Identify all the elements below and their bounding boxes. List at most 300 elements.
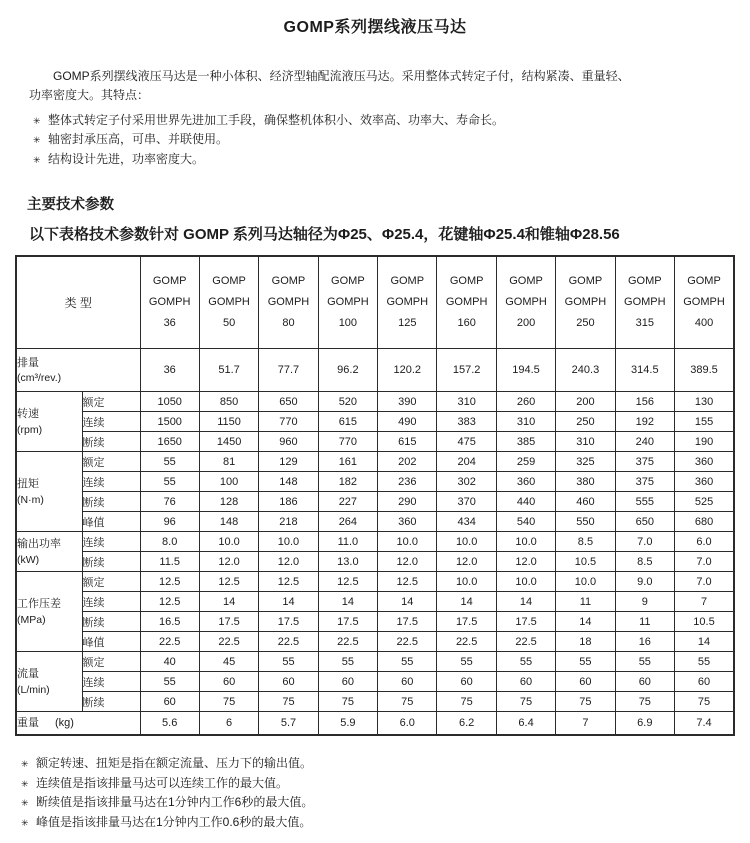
group-unit: (N·m) (17, 493, 44, 506)
value-cell: 12.5 (378, 572, 437, 592)
value-cell: 12.0 (378, 552, 437, 572)
value-cell: 14 (437, 592, 496, 612)
model-series-label: GOMPH (624, 296, 666, 308)
value-cell: 310 (496, 412, 555, 432)
value-cell: 14 (675, 632, 734, 652)
value-cell: 155 (675, 412, 734, 432)
value-cell: 383 (437, 412, 496, 432)
table-row (16, 572, 734, 592)
value-cell: 55 (496, 652, 555, 672)
model-series-label: GOMPH (505, 296, 547, 308)
value-cell: 81 (199, 452, 258, 472)
value-cell: 22.5 (140, 632, 199, 652)
value-cell: 14 (318, 592, 377, 612)
value-cell: 60 (675, 672, 734, 692)
row-group-label (16, 349, 140, 392)
model-series-label: GOMPH (683, 296, 725, 308)
value-cell: 360 (675, 452, 734, 472)
value-cell: 310 (556, 432, 615, 452)
group-name: 扭矩 (17, 478, 39, 491)
value-cell: 520 (318, 392, 377, 412)
table-row (16, 692, 734, 712)
value-cell: 16.5 (140, 612, 199, 632)
value-cell: 260 (496, 392, 555, 412)
value-cell: 75 (437, 692, 496, 712)
value-cell: 75 (378, 692, 437, 712)
model-number-label: 100 (338, 317, 358, 329)
value-cell: 375 (615, 452, 674, 472)
value-cell: 11 (556, 592, 615, 612)
value-cell: 96.2 (318, 349, 377, 392)
value-cell: 236 (378, 472, 437, 492)
table-row (16, 532, 734, 552)
value-cell: 9.0 (615, 572, 674, 592)
model-series-label: GOMPH (267, 296, 310, 308)
value-cell: 475 (437, 432, 496, 452)
value-cell: 60 (378, 672, 437, 692)
value-cell: 12.0 (259, 552, 318, 572)
value-cell: 14 (199, 592, 258, 612)
value-cell: 290 (378, 492, 437, 512)
value-cell: 182 (318, 472, 377, 492)
value-cell: 60 (615, 672, 674, 692)
value-cell: 10.5 (556, 552, 615, 572)
model-header-cell (615, 256, 674, 349)
value-cell: 10.0 (437, 572, 496, 592)
footnote-item (21, 754, 735, 774)
row-group-label (16, 532, 82, 572)
value-cell: 55 (556, 652, 615, 672)
row-sub-label: 额定 (82, 452, 140, 472)
table-row (16, 349, 734, 392)
model-header-cell (259, 256, 318, 349)
model-series-label: GOMP (509, 275, 543, 287)
value-cell: 14 (259, 592, 318, 612)
value-cell: 75 (615, 692, 674, 712)
value-cell: 75 (199, 692, 258, 712)
model-series-label: GOMPH (208, 296, 250, 308)
model-number-label: 315 (635, 317, 654, 329)
value-cell: 14 (556, 612, 615, 632)
asterisk-bullet-icon: ✳ (21, 778, 29, 789)
table-row (16, 612, 734, 632)
table-row (16, 472, 734, 492)
value-cell: 770 (259, 412, 318, 432)
value-cell: 10.0 (378, 532, 437, 552)
model-header-cell (199, 256, 258, 349)
row-sub-label: 额定 (82, 392, 140, 412)
asterisk-bullet-icon: ✳ (33, 116, 41, 127)
value-cell: 8.5 (615, 552, 674, 572)
value-cell: 75 (675, 692, 734, 712)
value-cell: 120.2 (378, 349, 437, 392)
value-cell: 380 (556, 472, 615, 492)
value-cell: 51.7 (199, 349, 258, 392)
value-cell: 60 (318, 672, 377, 692)
table-row (16, 412, 734, 432)
value-cell: 6.0 (378, 712, 437, 735)
value-cell: 17.5 (437, 612, 496, 632)
spec-table (15, 255, 735, 736)
footnote-list (15, 754, 735, 833)
value-cell: 60 (199, 672, 258, 692)
value-cell: 9 (615, 592, 674, 612)
feature-list (15, 111, 735, 169)
row-group-label (16, 652, 82, 712)
value-cell: 55 (675, 652, 734, 672)
feature-item-text: 结构设计先进，功率密度大。 (48, 151, 205, 166)
model-series-label: GOMP (271, 275, 306, 287)
footnote-item (21, 813, 735, 833)
value-cell: 130 (675, 392, 734, 412)
row-sub-label: 断续 (82, 692, 140, 712)
value-cell: 157.2 (437, 349, 496, 392)
value-cell: 360 (496, 472, 555, 492)
value-cell: 40 (140, 652, 199, 672)
value-cell: 5.7 (259, 712, 318, 735)
value-cell: 100 (199, 472, 258, 492)
model-number-label: 50 (222, 317, 236, 329)
asterisk-bullet-icon: ✳ (33, 154, 41, 165)
value-cell: 10.5 (675, 612, 734, 632)
value-cell: 12.0 (496, 552, 555, 572)
table-row (16, 492, 734, 512)
group-name: 输出功率 (17, 538, 61, 551)
value-cell: 129 (259, 452, 318, 472)
value-cell: 310 (437, 392, 496, 412)
value-cell: 10.0 (496, 572, 555, 592)
value-cell: 22.5 (318, 632, 377, 652)
model-number-label: 200 (516, 317, 536, 329)
model-series-label: GOMPH (445, 296, 488, 308)
model-series-label: GOMPH (327, 296, 369, 308)
table-row (16, 552, 734, 572)
value-cell: 17.5 (318, 612, 377, 632)
asterisk-bullet-icon: ✳ (33, 135, 41, 146)
value-cell: 11.0 (318, 532, 377, 552)
feature-item-text: 整体式转定子付采用世界先进加工手段，确保整机体积小、效率高、功率大、寿命长。 (48, 113, 505, 128)
value-cell: 60 (259, 672, 318, 692)
value-cell: 60 (437, 672, 496, 692)
value-cell: 10.0 (496, 532, 555, 552)
value-cell: 302 (437, 472, 496, 492)
value-cell: 6.9 (615, 712, 674, 735)
value-cell: 5.9 (318, 712, 377, 735)
value-cell: 14 (378, 592, 437, 612)
value-cell: 55 (140, 672, 199, 692)
value-cell: 240 (615, 432, 674, 452)
value-cell: 490 (378, 412, 437, 432)
value-cell: 360 (378, 512, 437, 532)
value-cell: 75 (556, 692, 615, 712)
row-sub-label: 断续 (82, 612, 140, 632)
value-cell: 7.0 (615, 532, 674, 552)
row-sub-label: 断续 (82, 432, 140, 452)
value-cell: 385 (496, 432, 555, 452)
value-cell: 17.5 (199, 612, 258, 632)
group-name: 重量 (17, 716, 39, 729)
group-unit: (kW) (17, 553, 40, 566)
value-cell: 17.5 (378, 612, 437, 632)
table-row (16, 432, 734, 452)
value-cell: 76 (140, 492, 199, 512)
value-cell: 13.0 (318, 552, 377, 572)
value-cell: 550 (556, 512, 615, 532)
value-cell: 190 (675, 432, 734, 452)
page-title: GOMP系列摆线液压马达 (283, 19, 467, 36)
value-cell: 12.0 (199, 552, 258, 572)
value-cell: 12.5 (199, 572, 258, 592)
table-row (16, 512, 734, 532)
value-cell: 259 (496, 452, 555, 472)
value-cell: 156 (615, 392, 674, 412)
model-series-label: GOMP (628, 275, 662, 287)
model-header-cell (140, 256, 199, 349)
asterisk-bullet-icon: ✳ (21, 818, 29, 829)
value-cell: 36 (140, 349, 199, 392)
value-cell: 11.5 (140, 552, 199, 572)
row-group-label (16, 712, 140, 735)
model-number-label: 36 (163, 317, 176, 329)
table-head (16, 256, 734, 349)
group-name: 排量 (17, 356, 39, 369)
feature-item (33, 150, 735, 169)
value-cell: 6 (199, 712, 258, 735)
table-row (16, 712, 734, 735)
value-cell: 850 (199, 392, 258, 412)
value-cell: 22.5 (496, 632, 555, 652)
footnote-item (21, 793, 735, 813)
value-cell: 55 (437, 652, 496, 672)
value-cell: 12.5 (140, 572, 199, 592)
intro-paragraph: GOMP系列摆线液压马达是一种小体积、经济型轴配流液压马达。采用整体式转定子付，结构紧凑、重量轻、功率密度大。其特点： (29, 69, 630, 102)
value-cell: 200 (556, 392, 615, 412)
value-cell: 128 (199, 492, 258, 512)
model-series-label: GOMPH (386, 296, 429, 308)
group-name: 流量 (17, 668, 39, 681)
value-cell: 264 (318, 512, 377, 532)
value-cell: 1450 (199, 432, 258, 452)
value-cell: 60 (556, 672, 615, 692)
value-cell: 75 (318, 692, 377, 712)
row-sub-label: 连续 (82, 412, 140, 432)
footnote-item-text: 峰值是指该排量马达在1分钟内工作0.6秒的最大值。 (36, 815, 312, 830)
table-row (16, 672, 734, 692)
value-cell: 389.5 (675, 349, 734, 392)
group-name: 转速 (17, 408, 39, 421)
asterisk-bullet-icon: ✳ (21, 758, 29, 769)
value-cell: 650 (615, 512, 674, 532)
value-cell: 555 (615, 492, 674, 512)
model-number-label: 125 (398, 317, 417, 329)
value-cell: 314.5 (615, 349, 674, 392)
row-sub-label: 额定 (82, 572, 140, 592)
table-body (16, 349, 734, 735)
row-sub-label: 额定 (82, 652, 140, 672)
row-sub-label: 断续 (82, 552, 140, 572)
value-cell: 5.6 (140, 712, 199, 735)
row-sub-label: 断续 (82, 492, 140, 512)
value-cell: 960 (259, 432, 318, 452)
group-unit: (cm³/rev.) (17, 372, 62, 385)
value-cell: 6.2 (437, 712, 496, 735)
row-sub-label: 连续 (82, 672, 140, 692)
row-sub-label: 峰值 (82, 632, 140, 652)
row-sub-label: 峰值 (82, 512, 140, 532)
footnote-item-text: 断续值是指该排量马达在1分钟内工作6秒的最大值。 (36, 795, 314, 810)
value-cell: 10.0 (259, 532, 318, 552)
model-header-cell (437, 256, 496, 349)
value-cell: 460 (556, 492, 615, 512)
value-cell: 680 (675, 512, 734, 532)
table-row (16, 392, 734, 412)
value-cell: 10.0 (437, 532, 496, 552)
value-cell: 55 (318, 652, 377, 672)
value-cell: 77.7 (259, 349, 318, 392)
group-unit: (MPa) (17, 613, 46, 626)
value-cell: 240.3 (556, 349, 615, 392)
row-sub-label: 连续 (82, 592, 140, 612)
value-cell: 204 (437, 452, 496, 472)
value-cell: 18 (556, 632, 615, 652)
value-cell: 6.0 (675, 532, 734, 552)
value-cell: 360 (675, 472, 734, 492)
model-series-label: GOMP (449, 275, 484, 287)
value-cell: 192 (615, 412, 674, 432)
model-header-cell (675, 256, 734, 349)
value-cell: 1050 (140, 392, 199, 412)
value-cell: 615 (318, 412, 377, 432)
footnote-item-text: 连续值是指该排量马达可以连续工作的最大值。 (36, 775, 289, 790)
value-cell: 12.5 (318, 572, 377, 592)
value-cell: 7 (675, 592, 734, 612)
model-series-label: GOMP (687, 275, 721, 287)
model-number-label: 250 (576, 317, 595, 329)
row-group-label (16, 572, 82, 652)
value-cell: 22.5 (199, 632, 258, 652)
value-cell: 75 (259, 692, 318, 712)
value-cell: 8.5 (556, 532, 615, 552)
feature-item-text: 轴密封承压高，可串、并联使用。 (48, 132, 229, 147)
feature-item (33, 130, 735, 149)
type-header-cell: 类 型 (16, 256, 140, 349)
model-header-cell (318, 256, 377, 349)
value-cell: 7 (556, 712, 615, 735)
value-cell: 148 (199, 512, 258, 532)
value-cell: 45 (199, 652, 258, 672)
model-series-label: GOMP (152, 275, 187, 287)
model-header-cell (378, 256, 437, 349)
value-cell: 375 (615, 472, 674, 492)
model-series-label: GOMPH (148, 296, 191, 308)
value-cell: 55 (140, 452, 199, 472)
value-cell: 22.5 (378, 632, 437, 652)
value-cell: 434 (437, 512, 496, 532)
value-cell: 16 (615, 632, 674, 652)
value-cell: 11 (615, 612, 674, 632)
model-header-cell (556, 256, 615, 349)
value-cell: 390 (378, 392, 437, 412)
value-cell: 650 (259, 392, 318, 412)
group-unit: (L/min) (17, 683, 50, 696)
value-cell: 12.0 (437, 552, 496, 572)
value-cell: 615 (378, 432, 437, 452)
value-cell: 8.0 (140, 532, 199, 552)
footnote-item (21, 774, 735, 794)
asterisk-bullet-icon: ✳ (21, 798, 29, 809)
table-header-row (16, 256, 734, 349)
value-cell: 540 (496, 512, 555, 532)
value-cell: 7.4 (675, 712, 734, 735)
row-group-label (16, 392, 82, 452)
value-cell: 370 (437, 492, 496, 512)
value-cell: 525 (675, 492, 734, 512)
group-unit: (rpm) (17, 423, 43, 436)
value-cell: 55 (615, 652, 674, 672)
table-row (16, 632, 734, 652)
model-header-cell (496, 256, 555, 349)
model-number-label: 160 (457, 317, 476, 329)
model-series-label: GOMP (212, 275, 246, 287)
value-cell: 250 (556, 412, 615, 432)
group-name: 工作压差 (17, 598, 61, 611)
value-cell: 60 (496, 672, 555, 692)
value-cell: 1150 (199, 412, 258, 432)
value-cell: 161 (318, 452, 377, 472)
value-cell: 194.5 (496, 349, 555, 392)
model-series-label: GOMP (390, 275, 425, 287)
value-cell: 10.0 (199, 532, 258, 552)
value-cell: 22.5 (437, 632, 496, 652)
value-cell: 202 (378, 452, 437, 472)
value-cell: 7.0 (675, 552, 734, 572)
section-note: 以下表格技术参数针对 GOMP 系列马达轴径为Φ25、Φ25.4，花键轴Φ25.4和锥轴Φ28.56 (29, 225, 620, 243)
value-cell: 12.5 (140, 592, 199, 612)
value-cell: 770 (318, 432, 377, 452)
model-series-label: GOMP (568, 275, 603, 287)
row-sub-label: 连续 (82, 532, 140, 552)
value-cell: 60 (140, 692, 199, 712)
model-number-label: 400 (694, 317, 714, 329)
value-cell: 7.0 (675, 572, 734, 592)
model-number-label: 80 (282, 317, 295, 329)
group-unit: (kg) (55, 716, 74, 729)
row-sub-label: 连续 (82, 472, 140, 492)
value-cell: 55 (140, 472, 199, 492)
model-series-label: GOMP (331, 275, 365, 287)
value-cell: 55 (378, 652, 437, 672)
value-cell: 10.0 (556, 572, 615, 592)
value-cell: 96 (140, 512, 199, 532)
value-cell: 1650 (140, 432, 199, 452)
value-cell: 325 (556, 452, 615, 472)
table-row (16, 652, 734, 672)
value-cell: 14 (496, 592, 555, 612)
value-cell: 12.5 (259, 572, 318, 592)
footnote-item-text: 额定转速、扭矩是指在额定流量、压力下的输出值。 (36, 755, 313, 770)
table-row (16, 452, 734, 472)
feature-item (33, 111, 735, 130)
value-cell: 22.5 (259, 632, 318, 652)
value-cell: 227 (318, 492, 377, 512)
value-cell: 440 (496, 492, 555, 512)
table-row (16, 592, 734, 612)
value-cell: 1500 (140, 412, 199, 432)
value-cell: 6.4 (496, 712, 555, 735)
value-cell: 148 (259, 472, 318, 492)
value-cell: 55 (259, 652, 318, 672)
section-title: 主要技术参数 (27, 196, 114, 213)
